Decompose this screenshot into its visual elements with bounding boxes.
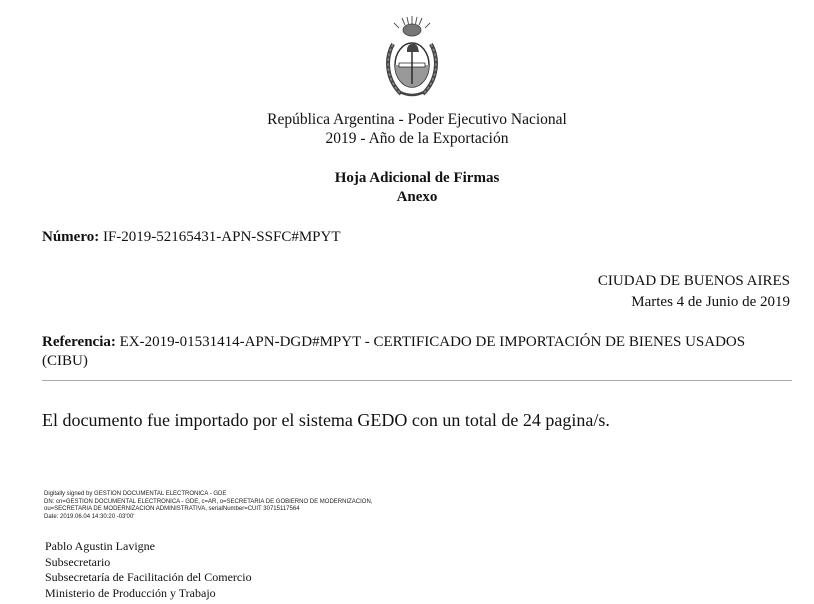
document-date: Martes 4 de Junio de 2019: [631, 294, 790, 310]
digital-signature-block: [44, 491, 372, 521]
document-title: Hoja Adicional de Firmas: [334, 170, 500, 186]
digital-signature-line: Date: 2019.06.04 14:30:20 -03'00': [44, 513, 135, 520]
numero-value: IF-2019-52165431-APN-SSFC#MPYT: [102, 229, 341, 245]
document-subtitle: Anexo: [396, 189, 438, 205]
header-line-2: 2019 - Año de la Exportación: [325, 130, 509, 147]
divider: [42, 380, 792, 381]
digital-signature-line: ou=SECRETARIA DE MODERNIZACION ADMINISTRATIVA, serialNumber=CUIT 30715117564: [44, 506, 300, 513]
header-line-1: República Argentina - Poder Ejecutivo Nacional: [267, 111, 567, 128]
signer-office: Subsecretaría de Facilitación del Comercio: [45, 570, 252, 584]
digital-signature-line: DN: cn=GESTION DOCUMENTAL ELECTRONICA - GDE, c=AR, o=SECRETARIA DE GOBIERNO DE MODERNIZACION,: [44, 498, 373, 505]
signer-position: Subsecretario: [45, 554, 111, 569]
signer-block: [45, 539, 252, 601]
numero-row: [42, 228, 341, 247]
coat-of-arms-icon: [383, 14, 441, 100]
body-text: El documento fue importado por el sistema GEDO con un total de 24 pagina/s.: [42, 410, 610, 430]
referencia-label: Referencia:: [42, 334, 116, 350]
referencia-value: EX-2019-01531414-APN-DGD#MPYT - CERTIFICADO DE IMPORTACIÓN DE BIENES USADOS (CIBU): [42, 334, 746, 369]
digital-signature-line: Digitally signed by GESTION DOCUMENTAL ELECTRONICA - GDE: [44, 491, 227, 497]
referencia-row: [42, 333, 792, 371]
city: CIUDAD DE BUENOS AIRES: [597, 273, 790, 289]
numero-label: Número:: [42, 229, 100, 245]
signer-name: Pablo Agustin Lavigne: [45, 539, 155, 553]
signer-ministry: Ministerio de Producción y Trabajo: [45, 585, 216, 600]
